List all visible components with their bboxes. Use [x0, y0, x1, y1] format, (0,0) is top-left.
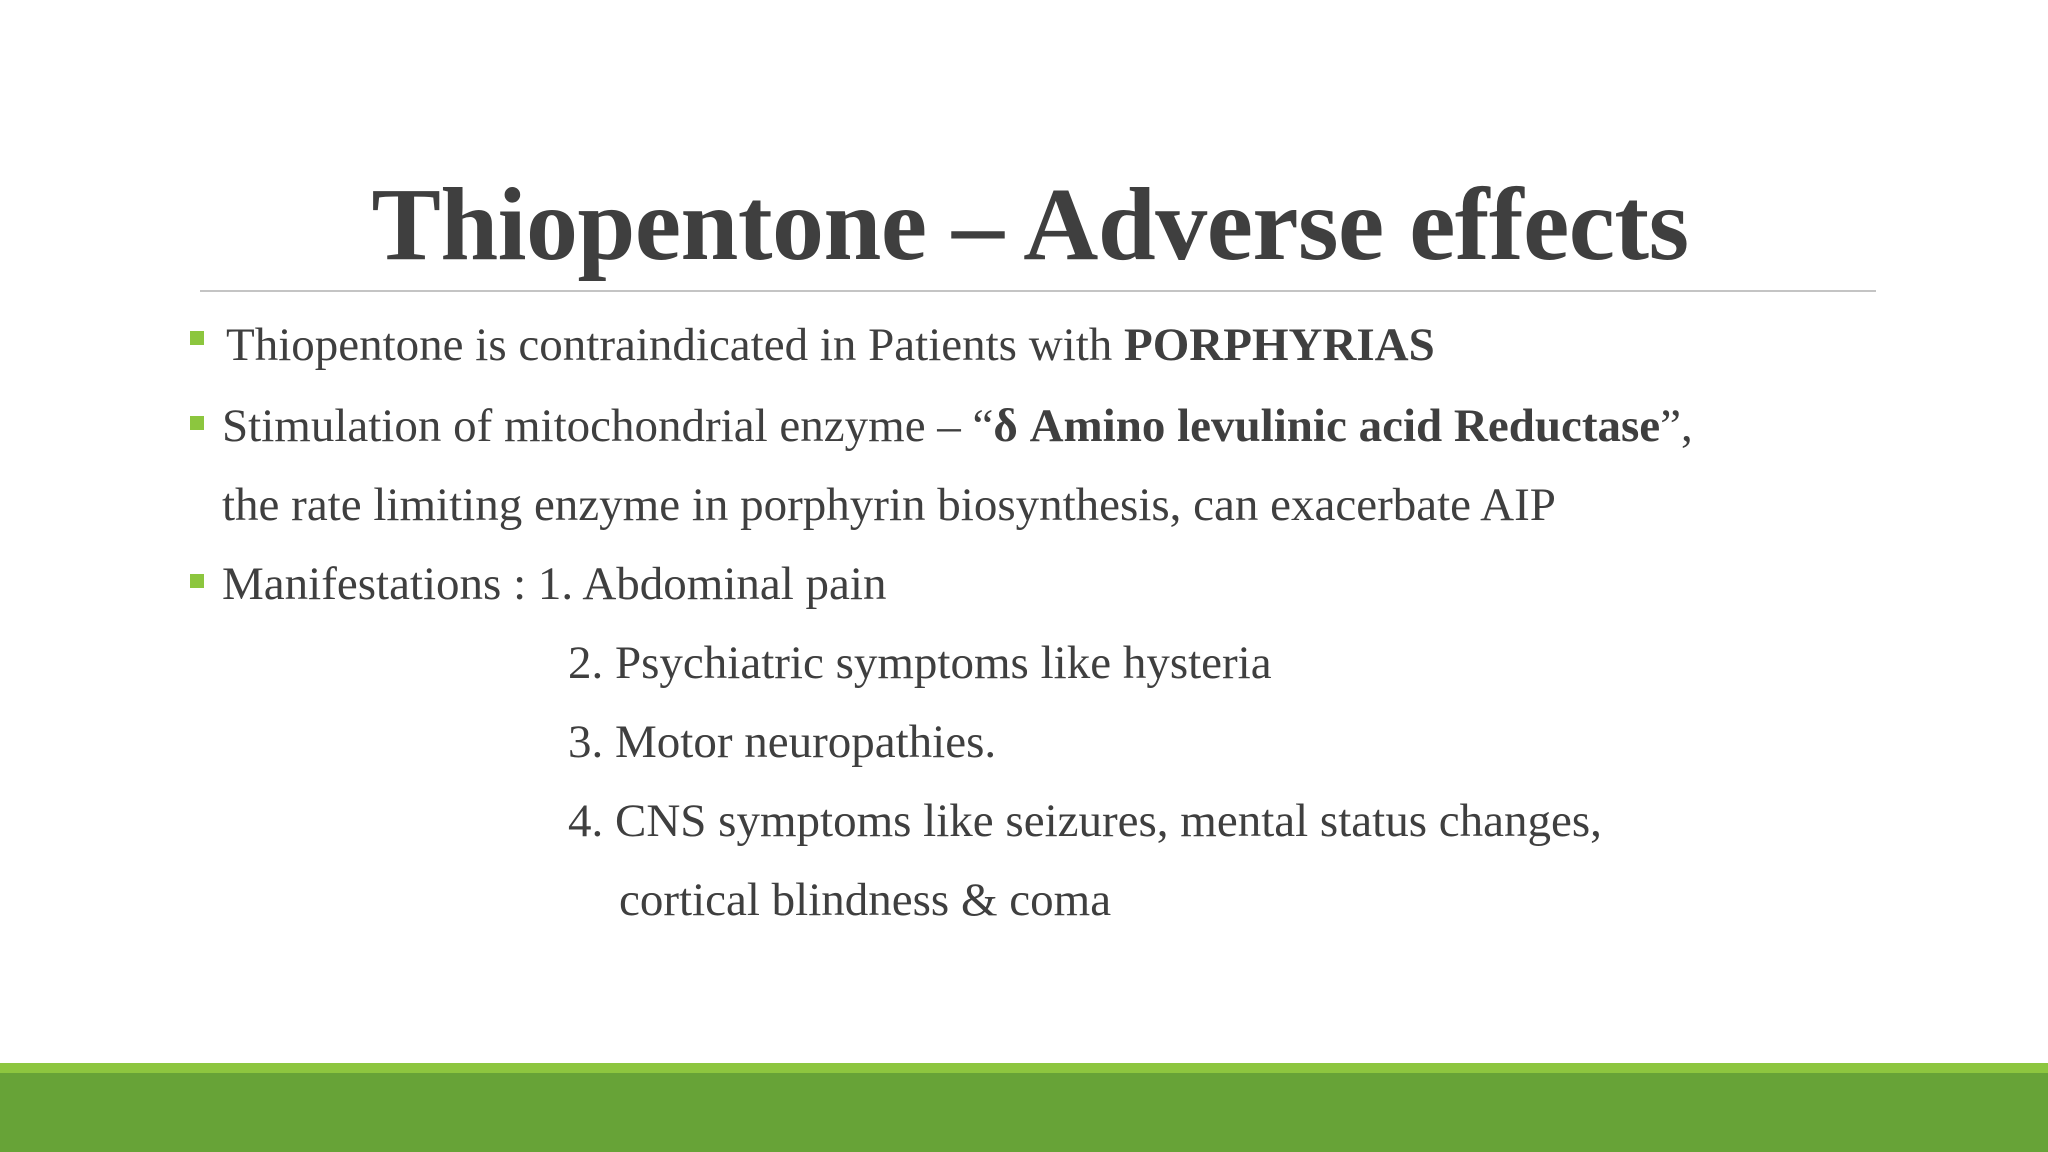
bullet-square-icon: [190, 416, 204, 430]
footer-band-dark: [0, 1073, 2048, 1152]
manifestation-item-continuation: cortical blindness & coma: [619, 874, 1112, 926]
bullet-3-text: [222, 556, 886, 612]
bullet-2-bold: δ Amino levulinic acid Reductase: [993, 400, 1661, 452]
bullet-1-bold: PORPHYRIAS: [1124, 319, 1435, 371]
bullet-2-plain-after: ”,: [1660, 400, 1693, 452]
bullet-1-plain: Thiopentone is contraindicated in Patients with: [226, 319, 1125, 371]
manifestation-item: 2. Psychiatric symptoms like hysteria: [568, 637, 1272, 689]
slide-title: Thiopentone – Adverse effects: [371, 167, 1689, 282]
bullet-2-text: [222, 398, 1693, 454]
bullet-2-plain-before: Stimulation of mitochondrial enzyme – “: [222, 400, 994, 452]
manifestation-item: 3. Motor neuropathies.: [568, 716, 997, 768]
manifestations-label: Manifestations :: [222, 558, 538, 610]
title-divider: [200, 290, 1876, 292]
manifestation-item: 4. CNS symptoms like seizures, mental status changes,: [568, 795, 1602, 847]
footer-band-light: [0, 1063, 2048, 1073]
manifestation-item: 1. Abdominal pain: [537, 558, 887, 610]
bullet-square-icon: [190, 331, 204, 345]
bullet-2-continuation: the rate limiting enzyme in porphyrin biosynthesis, can exacerbate AIP: [222, 479, 1556, 531]
bullet-square-icon: [190, 574, 204, 588]
bullet-1-text: [226, 317, 1435, 373]
